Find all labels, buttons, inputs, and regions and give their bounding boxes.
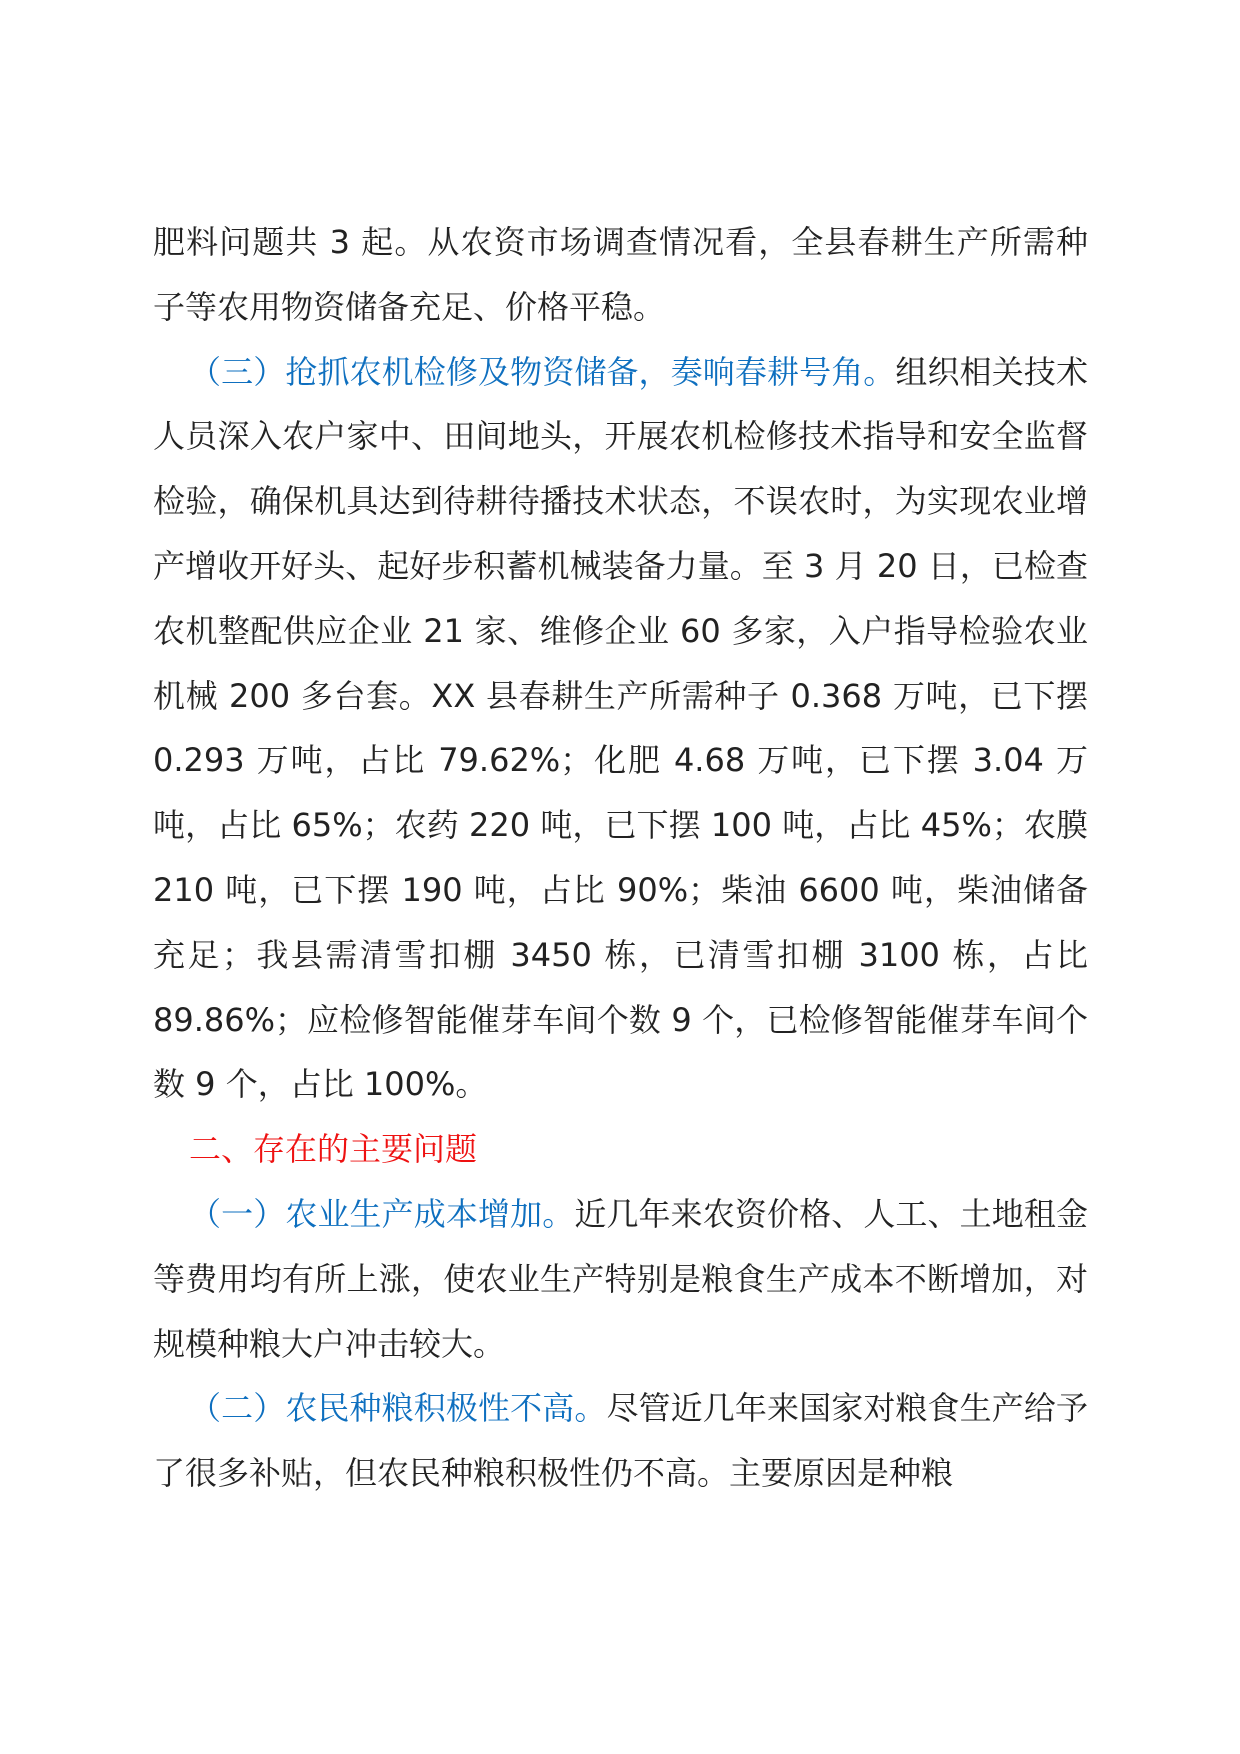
paragraph-issue-1 [153,1182,1088,1376]
issue-2-body: 尽管近几年来国家对粮食生产给予了很多补贴，但农民种粮积极性仍不高。主要原因是种粮 [153,1389,1088,1493]
issue-1-title: （一）农业生产成本增加。 [189,1194,575,1233]
section-3-body: 组织相关技术人员深入农户家中、田间地头，开展农机检修技术指导和安全监督检验，确保机具达到待耕待播技术状态，不误农时，为实现农业增产增收开好头、起好步积蓄机械装备力量。至 3 月 20 日，已检查农机整配供应企业 21 家、维修企业 60 多家，入户指导检验农业机械 200 多台套。XX 县春耕生产所需种子 0.368 万吨，已下摆 0.293 万吨，占比 79.62%；化肥 4.68 万吨，已下摆 3.04 万吨，占比 65%；农药 220 吨，已下摆 100 吨，占比 45%；农膜 210 吨，已下摆 190 吨，占比 90%；柴油 6600 吨，柴油储备充足；我县需清雪扣棚 3450 栋，已清雪扣棚 3100 栋，占比 89.86%；应检修智能催芽车间个数 9 个，已检修智能催芽车间个数 9 个，占比 100%。 [153,352,1088,1104]
issue-1-body: 近几年来农资价格、人工、土地租金等费用均有所上涨，使农业生产特别是粮食生产成本不断增加，对规模种粮大户冲击较大。 [153,1194,1088,1363]
issue-2-title: （二）农民种粮积极性不高。 [189,1389,607,1428]
heading-main-problems: 二、存在的主要问题 [189,1130,478,1169]
section-3-title: （三）抢抓农机检修及物资储备，奏响春耕号角。 [189,352,896,391]
paragraph-section-3 [153,340,1088,1118]
document-page [153,210,1088,1506]
paragraph-continuation: 肥料问题共 3 起。从农资市场调查情况看，全县春耕生产所需种子等农用物资储备充足、价格平稳。 [153,223,1088,326]
paragraph-issue-2 [153,1376,1088,1506]
